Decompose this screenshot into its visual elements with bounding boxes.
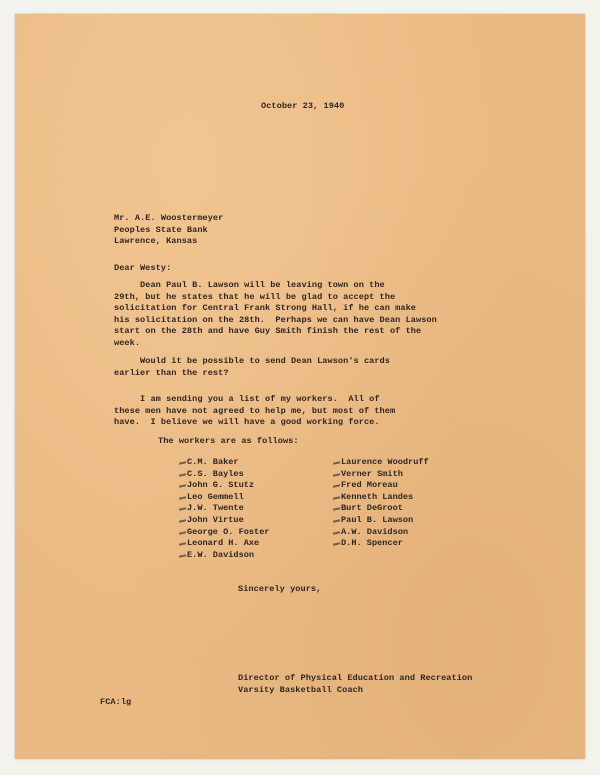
worker-entry: Fred Moreau (341, 480, 429, 492)
signature-block (238, 673, 472, 696)
recipient-city: Lawrence, Kansas (114, 236, 198, 247)
paragraph-line: I am sending you a list of my workers. All of (114, 394, 380, 404)
worker-entry: E.W. Davidson (187, 550, 270, 562)
paragraph-line: have. I believe we will have a good working force. (114, 417, 380, 428)
paragraph-1 (114, 280, 534, 350)
signature-title: Varsity Basketball Coach (238, 684, 363, 695)
worker-entry: Burt DeGroot (341, 503, 429, 515)
worker-entry: Laurence Woodruff (341, 457, 429, 469)
typist-initials: FCA:lg (100, 697, 132, 707)
worker-entry: C.S. Bayles (187, 469, 270, 481)
worker-entry: John G. Stutz (187, 480, 270, 492)
paragraph-line: week. (114, 337, 141, 348)
recipient-address (114, 213, 223, 248)
letter-paper (15, 14, 585, 759)
workers-list-right (341, 457, 429, 550)
paragraph-2 (114, 356, 534, 379)
workers-list-left (187, 457, 270, 561)
paragraph-line: 29th, but he states that he will be glad to accept the (114, 291, 396, 302)
paragraph-3 (114, 394, 534, 429)
paragraph-line: solicitation for Central Frank Strong Hall, if he can make (114, 303, 417, 314)
worker-entry: Leonard H. Axe (187, 538, 270, 550)
worker-entry: D.H. Spencer (341, 538, 429, 550)
worker-entry: Leo Gemmell (187, 492, 270, 504)
paragraph-line: start on the 28th and have Guy Smith finish the rest of the (114, 326, 422, 337)
paragraph-line: his solicitation on the 28th. Perhaps we can have Dean Lawson (114, 314, 437, 325)
letter-date: October 23, 1940 (261, 101, 345, 111)
recipient-name: Mr. A.E. Woostermeyer (114, 213, 224, 223)
closing: Sincerely yours, (238, 584, 322, 594)
worker-entry: A.W. Davidson (341, 527, 429, 539)
paragraph-line: Would it be possible to send Dean Lawson's cards (114, 356, 390, 366)
workers-intro: The workers are as follows: (158, 436, 299, 446)
paragraph-line: Dean Paul B. Lawson will be leaving town on the (114, 280, 385, 290)
worker-entry: Kenneth Landes (341, 492, 429, 504)
worker-entry: Paul B. Lawson (341, 515, 429, 527)
recipient-company: Peoples State Bank (114, 224, 208, 235)
paragraph-line: these men have not agreed to help me, but most of them (114, 405, 396, 416)
worker-entry: J.W. Twente (187, 503, 270, 515)
worker-entry: John Virtue (187, 515, 270, 527)
signature-title: Director of Physical Education and Recreation (238, 673, 473, 683)
paragraph-line: earlier than the rest? (114, 367, 229, 378)
worker-entry: George O. Foster (187, 527, 270, 539)
worker-entry: C.M. Baker (187, 457, 270, 469)
worker-entry: Verner Smith (341, 469, 429, 481)
salutation: Dear Westy: (114, 263, 172, 273)
